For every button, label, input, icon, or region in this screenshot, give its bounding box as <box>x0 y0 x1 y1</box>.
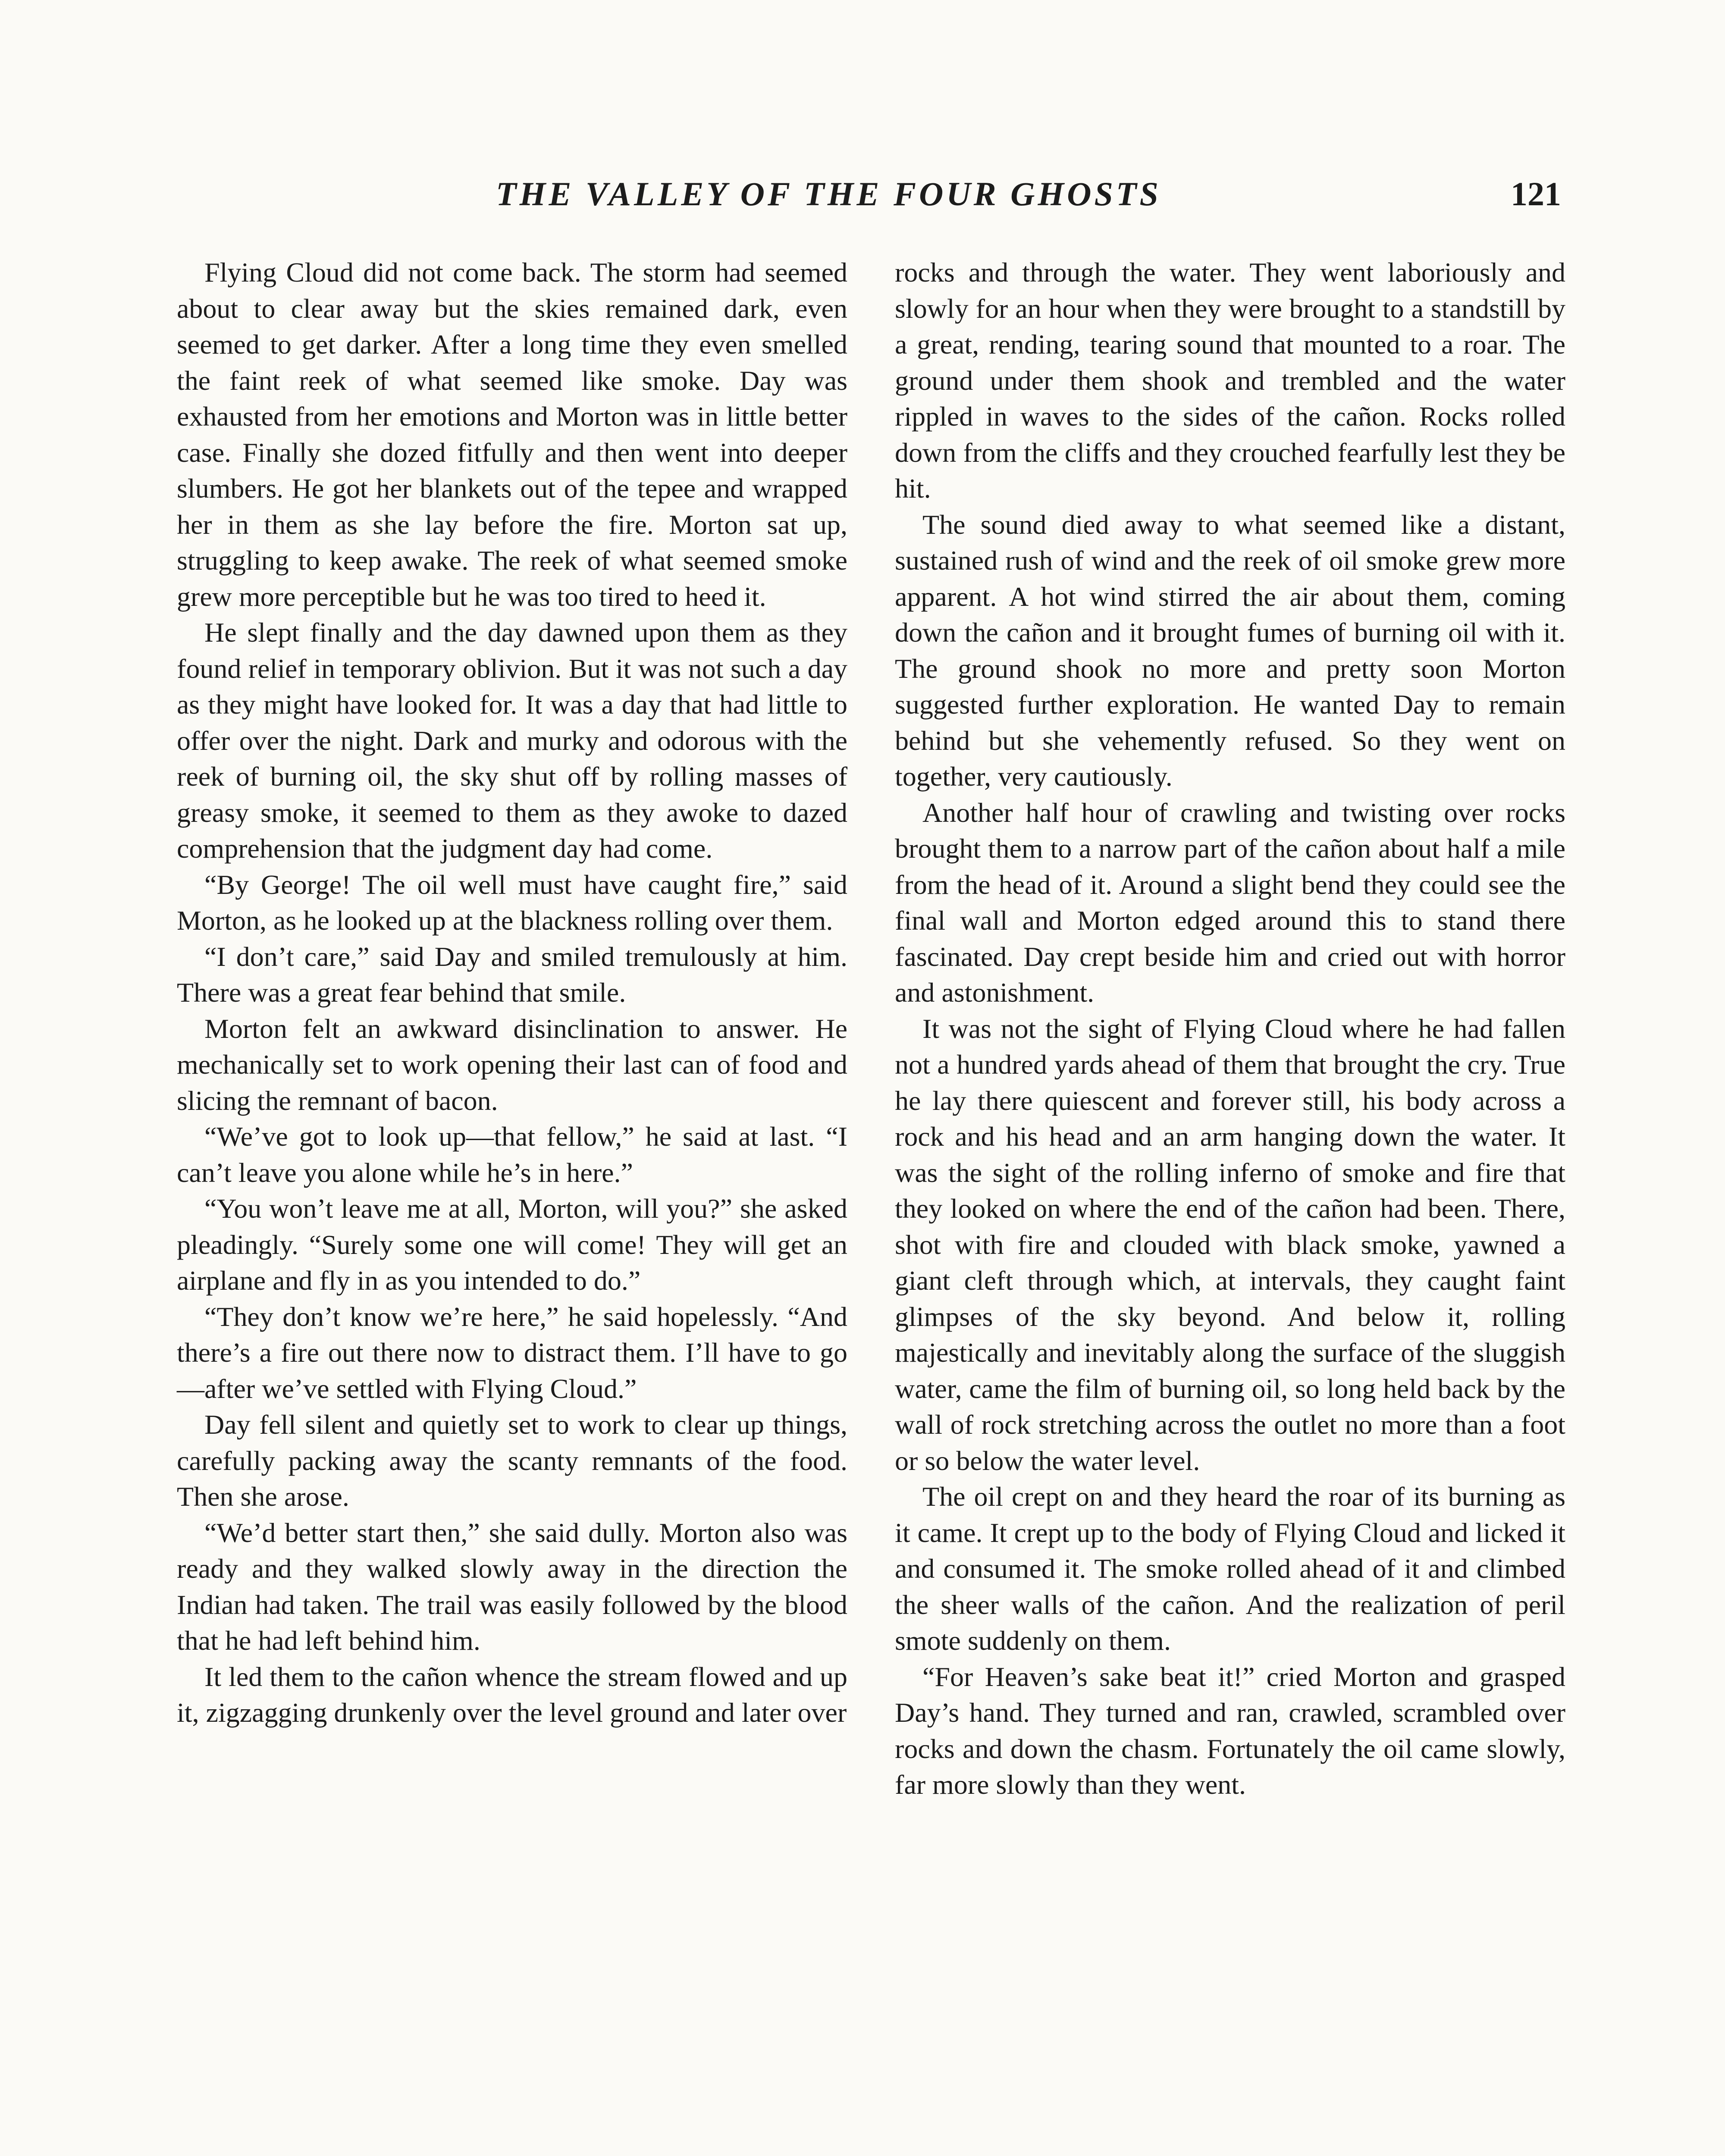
page-header <box>181 175 1561 226</box>
paragraph: Morton felt an awkward disinclination to answer. He mechanically set to work opening their last can of food and slicing the remnant of bacon. <box>177 1013 847 1116</box>
paragraph: “They don’t know we’re here,” he said hopelessly. “And there’s a fire out there now to distract them. I’ll have to go—after we’ve settled with Flying Cloud.” <box>177 1301 847 1404</box>
paragraph: “We’d better start then,” she said dully. Morton also was ready and they walked slowly away in the direction the Indian had taken. The trail was easily followed by the blood that he had left behind him. <box>177 1517 847 1656</box>
paragraph-continued: rocks and through the water. They went laboriously and slowly for an hour when they were brought to a standstill by a great, rending, tearing sound that mounted to a roar. The ground under them shook and trembled and the water rippled in waves to the sides of the cañon. Rocks rolled down from the cliffs and they crouched fearfully lest they be hit. <box>895 257 1565 504</box>
paragraph: Day fell silent and quietly set to work to clear up things, carefully packing away the scanty remnants of the food. Then she arose. <box>177 1409 847 1512</box>
paragraph: “By George! The oil well must have caught fire,” said Morton, as he looked up at the blackness rolling over them. <box>177 869 847 936</box>
paragraph: Another half hour of crawling and twisting over rocks brought them to a narrow part of the cañon about half a mile from the head of it. Around a slight bend they could see the final wall and Morton edged around this to stand there fascinated. Day crept beside him and cried out with horror and astonishment. <box>895 797 1565 1008</box>
paragraph: It led them to the cañon whence the stream flowed and up it, zigzagging drunkenly over the level ground and later over <box>177 1661 847 1728</box>
paragraph: It was not the sight of Flying Cloud where he had fallen not a hundred yards ahead of them that brought the cry. True he lay there quiescent and forever still, his body across a rock and his head and an arm hanging down the water. It was the sight of the rolling inferno of smoke and fire that they looked on where the end of the cañon had been. There, shot with fire and clouded with black smoke, yawned a giant cleft through which, at intervals, they caught faint glimpses of the sky beyond. And below it, rolling majestically and inevitably along the surface of the sluggish water, came the film of burning oil, so long held back by the wall of rock stretching across the outlet no more than a foot or so below the water level. <box>895 1013 1565 1476</box>
paragraph: The sound died away to what seemed like a distant, sustained rush of wind and the reek of oil smoke grew more apparent. A hot wind stirred the air about them, coming down the cañon and it brought fumes of burning oil with it. The ground shook no more and pretty soon Morton suggested further exploration. He wanted Day to remain behind but she vehemently refused. So they went on together, very cautiously. <box>895 509 1565 792</box>
running-title: THE VALLEY OF THE FOUR GHOSTS <box>496 175 1161 213</box>
paragraph: He slept finally and the day dawned upon them as they found relief in temporary oblivion. But it was not such a day as they might have looked for. It was a day that had little to offer over the night. Dark and murky and odorous with the reek of burning oil, the sky shut off by rolling masses of greasy smoke, it seemed to them as they awoke to dazed comprehension that the judgment day had come. <box>177 617 847 864</box>
text-columns <box>177 254 1565 2156</box>
right-column <box>895 254 1565 2156</box>
page-number: 121 <box>1511 175 1561 213</box>
paragraph: Flying Cloud did not come back. The storm had seemed about to clear away but the skies remained dark, even seemed to get darker. After a long time they even smelled the faint reek of what seemed like smoke. Day was exhausted from her emotions and Morton was in little better case. Finally she dozed fitfully and then went into deeper slumbers. He got her blankets out of the tepee and wrapped her in them as she lay before the fire. Morton sat up, struggling to keep awake. The reek of what seemed smoke grew more perceptible but he was too tired to heed it. <box>177 257 847 612</box>
paragraph: “We’ve got to look up—that fellow,” he said at last. “I can’t leave you alone while he’s in here.” <box>177 1121 847 1188</box>
paragraph: “You won’t leave me at all, Morton, will you?” she asked pleadingly. “Surely some one will come! They will get an airplane and fly in as you intended to do.” <box>177 1193 847 1296</box>
left-column <box>177 254 847 2156</box>
paragraph: “I don’t care,” said Day and smiled tremulously at him. There was a great fear behind that smile. <box>177 941 847 1008</box>
paragraph: “For Heaven’s sake beat it!” cried Morton and grasped Day’s hand. They turned and ran, crawled, scrambled over rocks and down the chasm. Fortunately the oil came slowly, far more slowly than they went. <box>895 1661 1565 1800</box>
paragraph: The oil crept on and they heard the roar of its burning as it came. It crept up to the body of Flying Cloud and licked it and consumed it. The smoke rolled ahead of it and climbed the sheer walls of the cañon. And the realization of peril smote suddenly on them. <box>895 1481 1565 1656</box>
